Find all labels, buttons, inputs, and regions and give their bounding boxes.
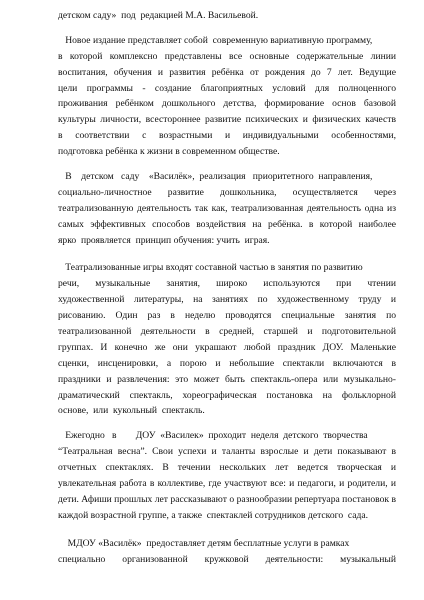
text-line: в соответствии с возрастными и индивидуальными особенностями, bbox=[58, 130, 396, 142]
text-line: речи, музыкальные занятия, широко используются при чтении bbox=[58, 278, 396, 290]
text-line: праздники и развлечения: это может быть спектакль-опера или музыкально- bbox=[58, 373, 396, 385]
text-line: увлекательная работа в коллективе, где участвуют все: и педагоги, и родители, и bbox=[58, 478, 396, 490]
text-line: в которой комплексно представлены все основные содержательные линии bbox=[58, 50, 396, 62]
text-line: дети. Афиши прошлых лет рассказывают о разнообразии репертуара постановок в bbox=[58, 493, 396, 505]
text-line: цели программы - создание благоприятных условий для полноценного bbox=[58, 82, 396, 94]
text-line: социально-личностное развитие дошкольника, осуществляется через bbox=[58, 186, 396, 198]
paragraph-priority-direction bbox=[58, 169, 396, 248]
paragraph-theatre-spring bbox=[58, 428, 396, 523]
text-line: воспитания, обучения и развития ребёнка от рождения до 7 лет. Ведущие bbox=[58, 66, 396, 78]
text-line: Новое издание представляет собой современную вариативную программу, bbox=[58, 34, 373, 46]
text-line: Ежегодно в ДОУ «Василек» проходит неделя детского творчества bbox=[58, 430, 368, 442]
paragraph-program-reference bbox=[58, 8, 396, 24]
text-line: культуры личности, всестороннее развитие психических и физических качеств bbox=[58, 114, 396, 126]
text-line: детском саду» под редакцией М.А. Васильевой. bbox=[58, 10, 259, 21]
text-line: группах. И конечно же они украшают любой праздник ДОУ. Маленькие bbox=[58, 341, 396, 353]
text-line: отчетных спектаклях. В течении нескольких лет ведется творческая и bbox=[58, 462, 396, 474]
paragraph-program-description bbox=[58, 33, 396, 160]
text-line: сценки, инсценировки, а порою и небольшие спектакли включаются в bbox=[58, 357, 396, 369]
text-line: специально организованной кружковой деятельности: музыкальный bbox=[58, 553, 396, 565]
text-line: самых эффективных способов воздействия на ребёнка. в которой наиболее bbox=[58, 218, 396, 230]
text-line: художественной литературы, на занятиях по художественному труду и bbox=[58, 294, 396, 306]
text-line: театрализованную деятельность так как, театрализованная деятельность одна из bbox=[58, 202, 396, 214]
text-line: В детском саду «Василёк», реализация приоритетного направления, bbox=[58, 171, 373, 183]
text-line: театрализованной деятельности в средней, старшей и подготовительной bbox=[58, 326, 396, 338]
text-line: основе, или кукольный спектакль. bbox=[58, 405, 205, 417]
text-line: Театрализованные игры входят составной частью в занятия по развитию bbox=[58, 262, 363, 274]
text-line: проживания ребёнком дошкольного детства, формирование основ базовой bbox=[58, 98, 396, 110]
text-line: подготовка ребёнка к жизни в современном обществе. bbox=[58, 146, 280, 158]
text-line: драматический спектакль, хореографическая постановка на фольклорной bbox=[58, 389, 396, 401]
text-line: каждой возрастной группе, а также спектаклей сотрудников детского сада. bbox=[58, 509, 369, 521]
paragraph-free-services bbox=[58, 536, 396, 568]
text-line: МДОУ «Василёк» предоставляет детям бесплатные услуги в рамках bbox=[58, 537, 350, 549]
document-body bbox=[58, 8, 396, 568]
text-line: рисованию. Один раз в неделю проводятся специальные занятия по bbox=[58, 310, 396, 322]
paragraph-theatrical-games bbox=[58, 260, 396, 419]
text-line: “Театральная весна”. Свои успехи и таланты взрослые и дети показывают в bbox=[58, 446, 396, 458]
text-line: ярко проявляется принцип обучения: учить играя. bbox=[58, 234, 270, 246]
